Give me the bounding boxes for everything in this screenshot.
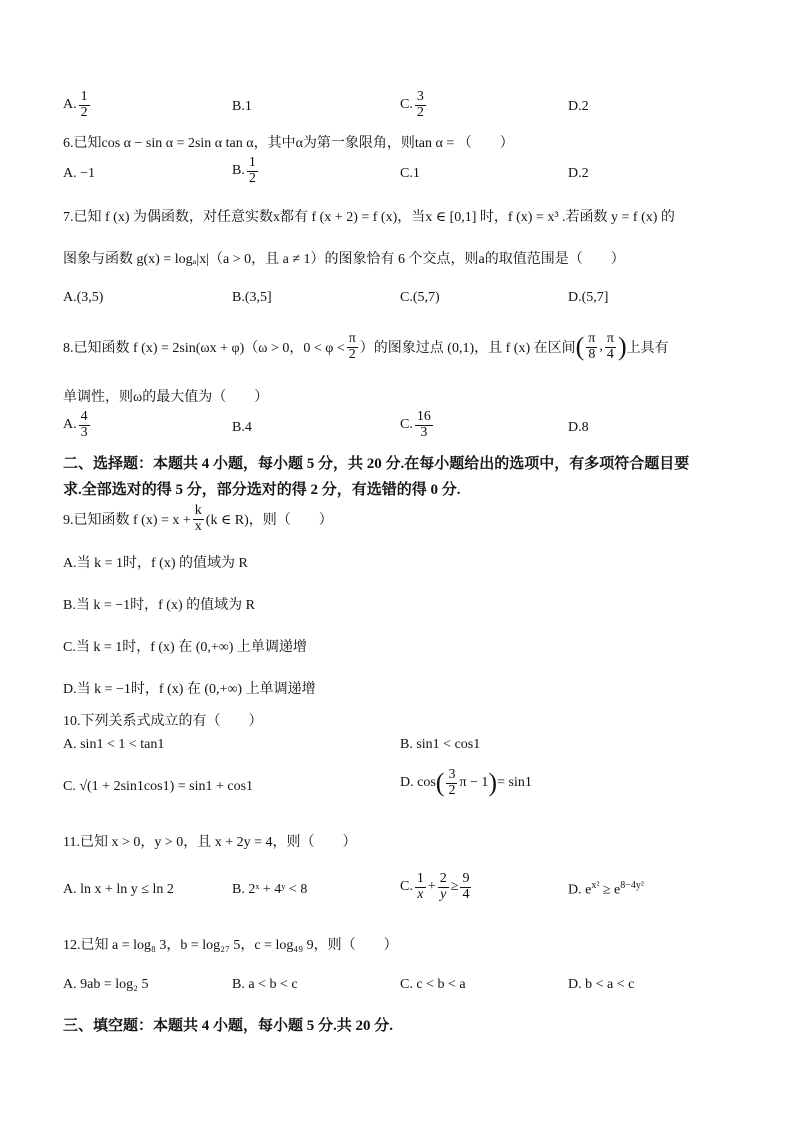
q10-stem: 10.下列关系式成立的有（ ）: [63, 714, 263, 729]
q8-option-d: D.8: [568, 420, 589, 435]
section3-heading: 三、填空题：本题共 4 小题，每小题 5 分.共 20 分.: [63, 1018, 394, 1034]
paren-left: (: [435, 768, 445, 798]
q9-option-b: B.当 k = −1时，f (x) 的值域为 R: [63, 598, 255, 613]
q5-option-b: B.1: [232, 99, 252, 114]
q10-option-c: C. √(1 + 2sin1cos1) = sin1 + cos1: [63, 779, 254, 794]
section2-heading-line1: 二、选择题：本题共 4 小题，每小题 5 分，共 20 分.在每小题给出的选项中，有多项符合题目要: [63, 456, 690, 472]
q8-option-c: C. $\frac{16}{3}$: [400, 409, 431, 440]
q8-option-a: A. $\frac{4}{3}$: [63, 409, 88, 440]
fraction: $\frac{9}{4}$: [462, 871, 470, 902]
fraction: $\frac{k}{x}$: [194, 503, 202, 534]
q12-option-d: D. b < a < c: [568, 977, 635, 992]
q8-stem-line2: 单调性，则ω的最大值为（ ）: [63, 390, 269, 405]
fraction: $\frac{16}{3}$: [416, 409, 431, 440]
fraction: $\frac{\pi}{8}$: [588, 331, 596, 362]
q9-option-d: D.当 k = −1时，f (x) 在 (0,+∞) 上单调递增: [63, 682, 316, 697]
fraction: $\frac{1}{x}$: [416, 871, 424, 902]
q11-option-b: B. 2ˣ + 4ʸ < 8: [232, 882, 308, 897]
paren-right: ): [488, 768, 498, 798]
paren-right: ): [617, 332, 627, 362]
fraction: $\frac{4}{3}$: [80, 409, 88, 440]
q11-option-a: A. ln x + ln y ≤ ln 2: [63, 882, 174, 897]
q9-option-c: C.当 k = 1时，f (x) 在 (0,+∞) 上单调递增: [63, 640, 307, 655]
q12-option-c: C. c < b < a: [400, 977, 466, 992]
q10-option-b: B. sin1 < cos1: [400, 737, 481, 752]
q8-stem-line1: 8.已知函数 f (x) = 2sin(ωx + φ)（ω > 0，0 < φ < $\frac{\pi}{2}$ ）的图象过点 (0,1)，且 f (x) 在区间 ( $\frac{\pi}{8}$ , $\frac{\pi}{4}$ ) 上具有: [63, 331, 669, 362]
fraction: $\frac{\pi}{2}$: [348, 331, 356, 362]
fraction: $\frac{1}{2}$: [80, 89, 88, 120]
q11-stem: 11.已知 x > 0，y > 0，且 x + 2y = 4，则（ ）: [63, 835, 357, 850]
q10-option-a: A. sin1 < 1 < tan1: [63, 737, 165, 752]
q5-option-d: D.2: [568, 99, 589, 114]
q12-option-b: B. a < b < c: [232, 977, 298, 992]
q9-stem: 9.已知函数 f (x) = x + $\frac{k}{x}$ (k ∈ R)，则（ ）: [63, 503, 333, 534]
q6-option-b: B. $\frac{1}{2}$: [232, 155, 256, 186]
q11-option-d: D. $e^{x^2} \ge e^{8-4y^2}$: [568, 880, 644, 898]
q6-stem: 6.已知cos α − sin α = 2sin α tan α，其中α为第一象限角，则tan α = （ ）: [63, 136, 514, 151]
q7-option-a: A.(3,5): [63, 290, 104, 305]
q6-option-c: C.1: [400, 166, 420, 181]
q7-stem-line2: 图象与函数 g(x) = logₐ|x|（a > 0，且 a ≠ 1）的图象恰有 6 个交点，则a的取值范围是（ ）: [63, 252, 625, 267]
q6-option-d: D.2: [568, 166, 589, 181]
q5-option-a: A. $\frac{1}{2}$: [63, 89, 88, 120]
q7-option-b: B.(3,5]: [232, 290, 272, 305]
q7-option-d: D.(5,7]: [568, 290, 609, 305]
q12-option-a: A. 9ab = log₂ 5: [63, 977, 149, 992]
q10-option-d: D. cos ( $\frac{3}{2}$ π − 1 ) = sin1: [400, 767, 532, 798]
fraction: $\frac{3}{2}$: [416, 89, 424, 120]
q7-stem-line1: 7.已知 f (x) 为偶函数，对任意实数x都有 f (x + 2) = f (x)，当x ∈ [0,1] 时，f (x) = x³ .若函数 y = f (x) 的: [63, 210, 675, 225]
paren-left: (: [575, 332, 585, 362]
q7-option-c: C.(5,7): [400, 290, 440, 305]
q12-stem: 12.已知 a = log₈ 3，b = log₂₇ 5，c = log₄₉ 9，则（ ）: [63, 938, 398, 953]
section2-heading-line2: 求.全部选对的得 5 分，部分选对的得 2 分，有选错的得 0 分.: [63, 482, 461, 498]
q5-option-c: C. $\frac{3}{2}$: [400, 89, 424, 120]
fraction: $\frac{1}{2}$: [248, 155, 256, 186]
q11-option-c: C. $\frac{1}{x}$ + $\frac{2}{y}$ ≥ $\frac{9}{4}$: [400, 871, 470, 902]
q8-option-b: B.4: [232, 420, 252, 435]
q9-option-a: A.当 k = 1时，f (x) 的值域为 R: [63, 556, 248, 571]
fraction: $\frac{3}{2}$: [448, 767, 456, 798]
fraction: $\frac{2}{y}$: [439, 871, 447, 902]
q6-option-a: A. −1: [63, 166, 96, 181]
fraction: $\frac{\pi}{4}$: [606, 331, 614, 362]
